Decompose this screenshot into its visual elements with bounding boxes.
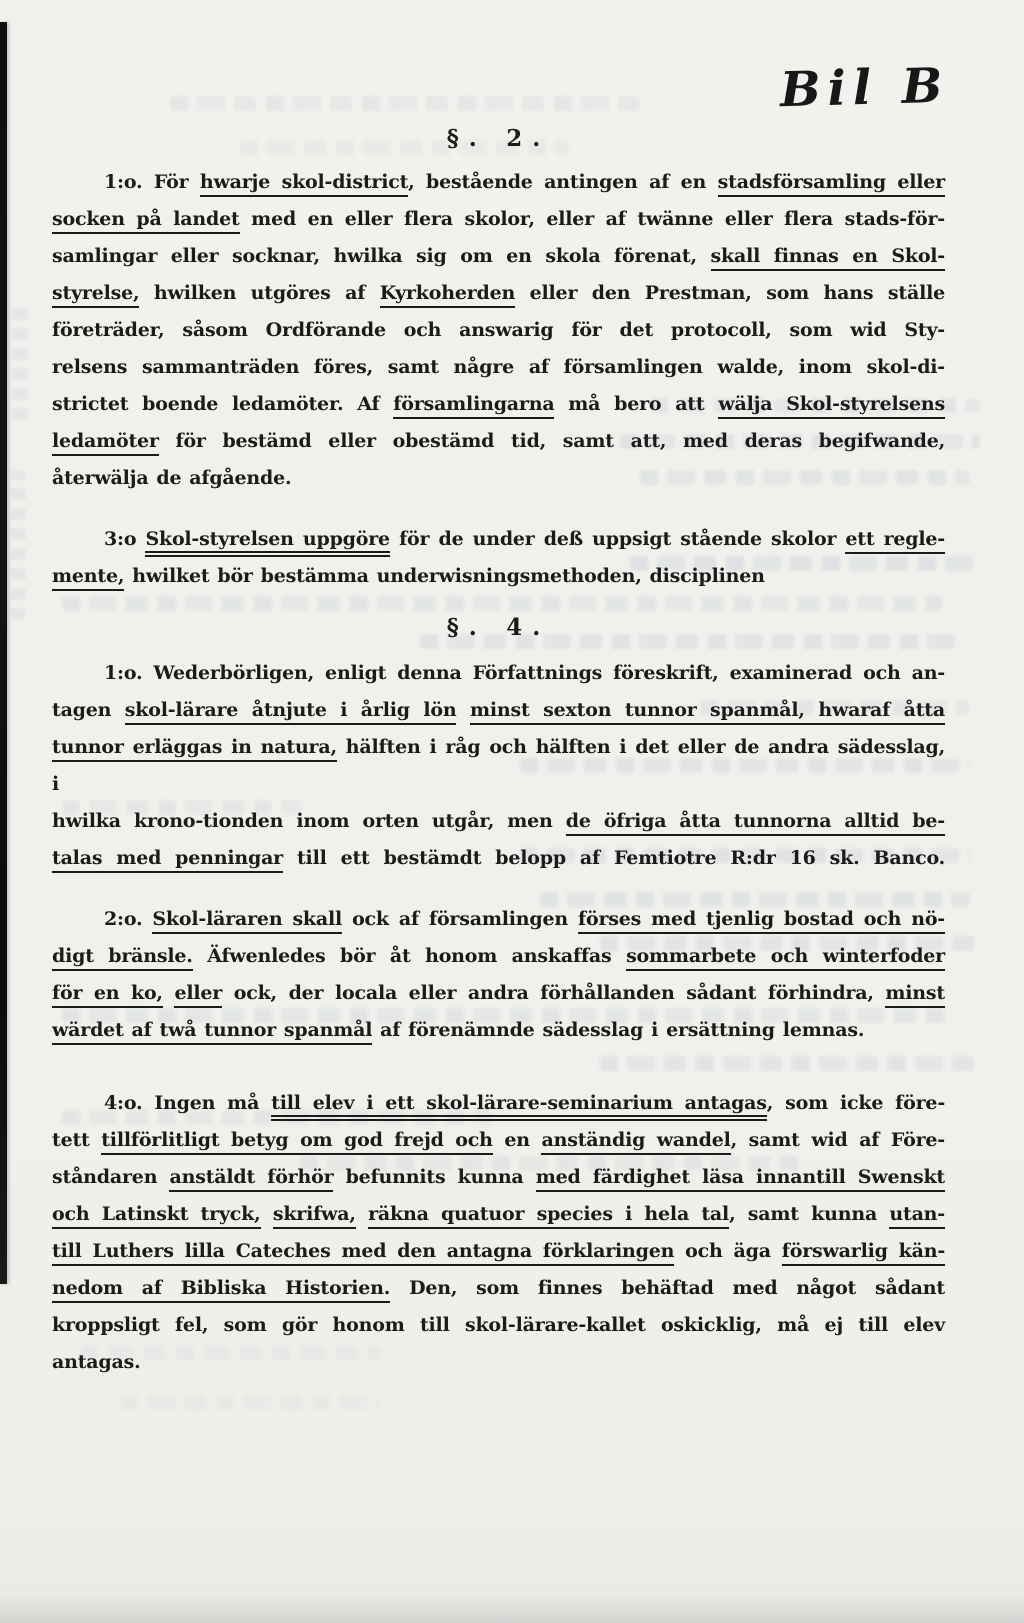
underlined-text: tunnor erläggas in natura,: [52, 736, 337, 762]
underlined-text: anständig wandel: [541, 1129, 730, 1155]
text-line: [52, 1159, 945, 1196]
bleedthrough-artifact: [10, 470, 26, 620]
text-run: af förenämnde sädesslag i ersättning lemnas.: [372, 1019, 865, 1041]
text-run: hälften i råg och hälften i det eller de andra sädesslag, i: [52, 736, 946, 795]
underlined-text: talas med penningar: [52, 847, 283, 873]
text-run: ock af församlingen: [342, 908, 578, 930]
underlined-text: digt bränsle.: [52, 945, 193, 971]
text-line: [52, 938, 945, 975]
text-run: för de under deß uppsigt stående skolor: [389, 528, 846, 550]
underlined-text: anstäldt förhör: [169, 1166, 333, 1192]
text-line: [52, 1012, 945, 1049]
underlined-text: tillförlitligt betyg om god frejd och: [101, 1129, 493, 1155]
text-line: [52, 901, 945, 938]
text-run: [261, 1203, 273, 1225]
section-heading: §. 2.: [446, 125, 551, 152]
text-line: [52, 1270, 945, 1307]
underlined-text: förses med tjenlig bostad och nö-: [578, 908, 945, 934]
text-run: [163, 982, 175, 1004]
text-line: [52, 238, 945, 275]
underlined-text: räkna quatuor species i hela tal: [368, 1203, 729, 1229]
text-line: [52, 1122, 945, 1159]
text-run: till ett bestämdt belopp af Femtiotre R:dr 16 sk. Banco.: [283, 847, 945, 869]
underlined-text: nedom af Bibliska Historien.: [52, 1277, 390, 1303]
text-run: Äfwenledes bör åt honom anskaffas: [192, 945, 627, 967]
underlined-text: skall finnas en Skol-: [711, 245, 945, 271]
text-run: Den, som finnes behäftad med något sådant: [390, 1277, 945, 1299]
bleedthrough-artifact: [120, 1395, 380, 1410]
text-line: [52, 521, 945, 558]
text-run: hwilket bör bestämma underwisningsmethoden, disciplinen: [124, 565, 765, 587]
underlined-text: hwarje skol-district: [200, 171, 408, 197]
text-run: företräder, såsom Ordförande och answarig för det protocoll, som wid Sty-: [52, 319, 945, 341]
bleedthrough-artifact: [170, 96, 640, 111]
text-run: med en eller flera skolor, eller af twänne eller flera stads-för-: [239, 208, 945, 230]
underlined-text: skrifwa,: [273, 1203, 356, 1229]
text-run: , samt kunna: [729, 1203, 890, 1225]
text-line: [52, 803, 945, 840]
text-line: [52, 1233, 945, 1270]
underlined-text: till Luthers lilla Cateches med den antagna förklaringen: [52, 1240, 674, 1266]
text-run: , bestående antingen af en: [408, 171, 718, 193]
text-run: ståndaren: [52, 1166, 170, 1188]
scan-edge-artifact: [0, 22, 7, 1284]
text-line: [52, 201, 945, 238]
text-line: [52, 460, 945, 497]
text-run: befunnits kunna: [333, 1166, 536, 1188]
underlined-text: wälja Skol-styrelsens: [718, 393, 945, 419]
text-run: tagen: [52, 699, 125, 721]
document-text: [52, 124, 945, 1381]
underlined-text: utan-: [889, 1203, 945, 1229]
underlined-text: och Latinskt tryck,: [52, 1203, 261, 1229]
underlined-text: förswarlig kän-: [782, 1240, 945, 1266]
text-line: [52, 423, 945, 460]
text-run: för bestämd eller obestämd tid, samt att, med deras begifwande,: [158, 430, 945, 452]
text-run: hwilka krono-tionden inom orten utgår, men: [52, 810, 566, 832]
text-line: [52, 692, 945, 729]
text-line: [52, 558, 945, 595]
underlined-text: stadsförsamling eller: [718, 171, 945, 197]
text-run: må bero att: [554, 393, 719, 415]
text-run: tett: [52, 1129, 102, 1151]
text-run: relsens sammanträden föres, samt någre af församlingen walde, inom skol-di-: [52, 356, 945, 378]
underlined-text: Skol-styrelsen uppgöre: [145, 528, 389, 557]
paragraph: [52, 655, 945, 877]
text-run: en: [492, 1129, 542, 1151]
underlined-text: ledamöter: [52, 430, 159, 456]
bleedthrough-artifact: [12, 300, 28, 420]
text-run: samlingar eller socknar, hwilka sig om en skola förenat,: [52, 245, 711, 267]
text-run: , som icke före-: [766, 1092, 946, 1114]
underlined-text: minst sexton tunnor spanmål, hwaraf åtta: [470, 699, 945, 725]
text-run: kroppsligt fel, som gör honom till skol-lärare-kallet oskicklig, må ej till elev antagas.: [52, 1314, 945, 1373]
underlined-text: eller: [174, 982, 222, 1008]
text-line: [52, 349, 945, 386]
underlined-text: mente,: [52, 565, 124, 591]
underlined-text: för en ko,: [52, 982, 163, 1008]
document-section: [52, 613, 945, 1381]
text-run: 4:o. Ingen må: [104, 1092, 272, 1114]
text-run: eller den Prestman, som hans ställe: [515, 282, 945, 304]
text-line: [52, 655, 945, 692]
text-run: 1:o. För: [104, 171, 200, 193]
underlined-text: skol-lärare åtnjute i årlig lön: [125, 699, 457, 725]
handwritten-annotation: Bil B: [779, 57, 951, 119]
text-line: [52, 1196, 945, 1233]
text-line: [52, 729, 945, 803]
underlined-text: till elev i ett skol-lärare-seminarium antagas: [271, 1092, 767, 1121]
underlined-text: församlingarna: [393, 393, 554, 419]
underlined-text: styrelse,: [52, 282, 139, 308]
underlined-text: Kyrkoherden: [380, 282, 515, 308]
paragraph: [52, 521, 945, 595]
text-run: ock, der locala eller andra förhållanden sådant förhindra,: [222, 982, 886, 1004]
text-run: [356, 1203, 368, 1225]
text-run: 3:o: [104, 528, 146, 550]
underlined-text: med färdighet läsa innantill Swenskt: [536, 1166, 945, 1192]
paragraph: [52, 164, 945, 497]
text-run: 1:o. Wederbörligen, enligt denna Författnings föreskrift, examinerad och an-: [104, 662, 945, 684]
text-line: [52, 1085, 945, 1122]
text-line: [52, 275, 945, 312]
text-line: [52, 164, 945, 201]
underlined-text: minst: [885, 982, 945, 1008]
underlined-text: ett regle-: [845, 528, 945, 554]
text-line: [52, 840, 945, 877]
document-section: [52, 124, 945, 595]
text-run: , samt wid af Före-: [730, 1129, 945, 1151]
section-heading: §. 4.: [446, 614, 551, 641]
underlined-text: Skol-läraren skall: [152, 908, 342, 934]
text-run: strictet boende ledamöter. Af: [52, 393, 394, 415]
text-line: [52, 386, 945, 423]
text-line: [52, 312, 945, 349]
underlined-text: wärdet af twå tunnor spanmål: [52, 1019, 372, 1045]
underlined-text: sommarbete och winterfoder: [626, 945, 945, 971]
paragraph: [52, 1085, 945, 1381]
paragraph: [52, 901, 945, 1049]
text-run: och äga: [674, 1240, 782, 1262]
text-run: återwälja de afgående.: [52, 467, 292, 489]
text-run: [456, 699, 470, 721]
text-line: [52, 1307, 945, 1381]
underlined-text: socken på landet: [52, 208, 240, 234]
text-run: 2:o.: [104, 908, 153, 930]
scan-bottom-shadow: [0, 1595, 1024, 1623]
underlined-text: de öfriga åtta tunnorna alltid be-: [566, 810, 945, 836]
text-run: hwilken utgöres af: [139, 282, 380, 304]
text-line: [52, 975, 945, 1012]
